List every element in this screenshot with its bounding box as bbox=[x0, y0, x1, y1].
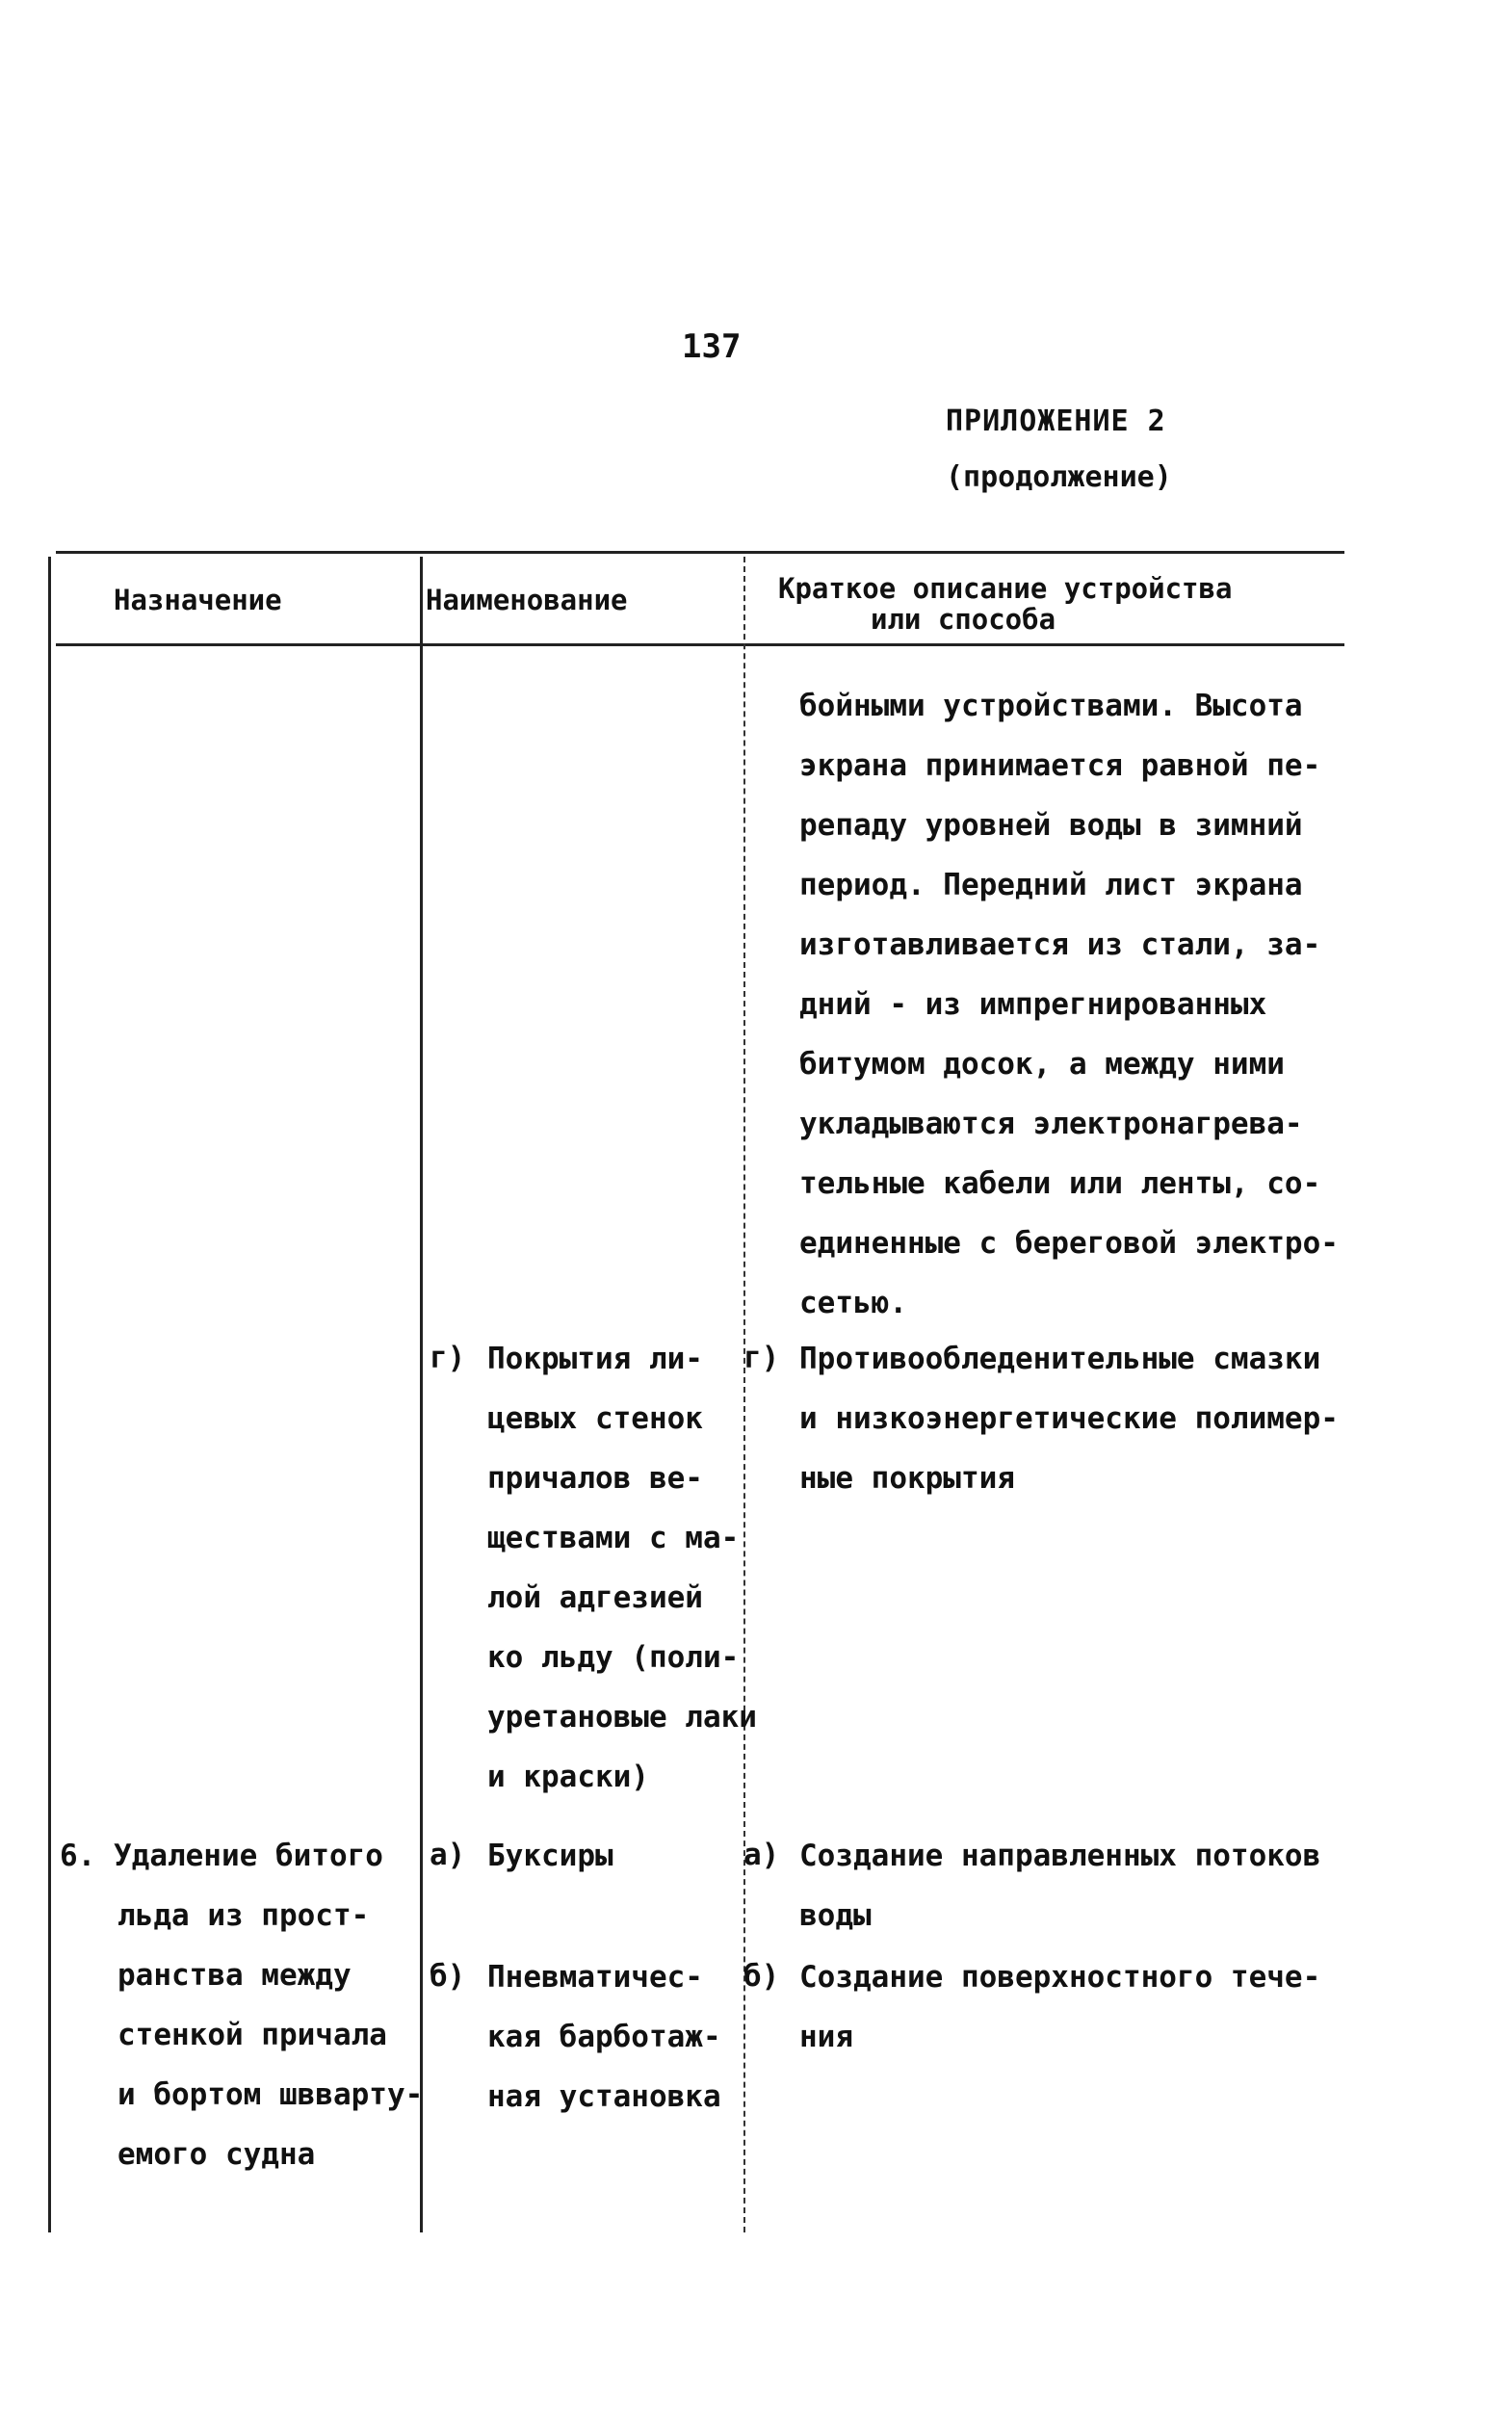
description-line: укладываются электронагрева- bbox=[799, 1107, 1303, 1141]
description-line: репаду уровней воды в зимний bbox=[799, 808, 1303, 843]
row-g-description bbox=[799, 1329, 1339, 1508]
purpose-line: льда из прост- bbox=[117, 1898, 370, 1933]
table-top-rule bbox=[56, 551, 1344, 554]
description-line: экрана принимается равной пе- bbox=[799, 748, 1321, 783]
description-line: дний - из импрегнированных bbox=[799, 987, 1267, 1022]
purpose-line: стенкой причала bbox=[117, 2018, 387, 2052]
name-line: Покрытия ли- bbox=[487, 1342, 703, 1376]
header-description-line2: или способа bbox=[871, 603, 1056, 636]
description-line: битумом досок, а между ними bbox=[799, 1047, 1285, 1082]
page-number: 137 bbox=[682, 327, 742, 366]
row-g-name bbox=[487, 1329, 757, 1807]
name-line: и краски) bbox=[487, 1760, 649, 1794]
description-line: Противообледенительные смазки bbox=[799, 1342, 1321, 1376]
description-line: и низкоэнергетические полимер- bbox=[799, 1401, 1339, 1436]
table-header-rule bbox=[56, 643, 1344, 646]
purpose-line: емого судна bbox=[117, 2137, 316, 2172]
name-line: цевых стенок bbox=[487, 1401, 703, 1436]
description-line: воды bbox=[799, 1898, 872, 1933]
purpose-line: 6. Удаление битого bbox=[60, 1839, 383, 1873]
description-line: изготавливается из стали, за- bbox=[799, 927, 1321, 962]
name-line: причалов ве- bbox=[487, 1461, 703, 1496]
row-6b-desc-marker: б) bbox=[743, 1959, 780, 1994]
header-purpose: Назначение bbox=[114, 584, 282, 616]
continuation-label: (продолжение) bbox=[946, 460, 1172, 494]
row-g-desc-marker: г) bbox=[743, 1341, 780, 1375]
header-name: Наименование bbox=[426, 584, 628, 616]
name-line: ко льду (поли- bbox=[487, 1640, 740, 1675]
description-line: единенные с береговой электро- bbox=[799, 1226, 1339, 1261]
column-rule-left bbox=[48, 557, 51, 2232]
row-6b-description bbox=[799, 1947, 1320, 2067]
header-description-line1: Краткое описание устройства bbox=[778, 572, 1233, 605]
name-line: кая барботаж- bbox=[487, 2020, 721, 2054]
name-line: Буксиры bbox=[487, 1839, 613, 1873]
description-line: сетью. bbox=[799, 1286, 907, 1320]
row-6a-name bbox=[487, 1826, 613, 1886]
name-line: лой адгезией bbox=[487, 1580, 703, 1615]
name-line: ществами с ма- bbox=[487, 1521, 740, 1555]
name-line: Пневматичес- bbox=[487, 1960, 703, 1995]
name-line: уретановые лаки bbox=[487, 1700, 757, 1735]
row-6a-description bbox=[799, 1826, 1320, 1945]
appendix-title: ПРИЛОЖЕНИЕ 2 bbox=[946, 404, 1166, 438]
row-6b-name-marker: б) bbox=[430, 1959, 466, 1994]
row-6a-desc-marker: а) bbox=[743, 1838, 780, 1872]
description-line: Создание поверхностного тече- bbox=[799, 1960, 1321, 1995]
row-6b-name bbox=[487, 1947, 721, 2127]
description-line: ния bbox=[799, 2020, 853, 2054]
continued-description bbox=[799, 676, 1339, 1333]
description-line: бойными устройствами. Высота bbox=[799, 689, 1303, 723]
row-6-purpose bbox=[60, 1826, 423, 2184]
description-line: тельные кабели или ленты, со- bbox=[799, 1166, 1321, 1201]
name-line: ная установка bbox=[487, 2079, 721, 2114]
description-line: Создание направленных потоков bbox=[799, 1839, 1321, 1873]
row-g-name-marker: г) bbox=[430, 1341, 466, 1375]
row-6a-name-marker: а) bbox=[430, 1838, 466, 1872]
purpose-line: и бортом швварту- bbox=[117, 2077, 424, 2112]
description-line: период. Передний лист экрана bbox=[799, 868, 1303, 902]
purpose-line: ранства между bbox=[117, 1958, 352, 1993]
description-line: ные покрытия bbox=[799, 1461, 1015, 1496]
